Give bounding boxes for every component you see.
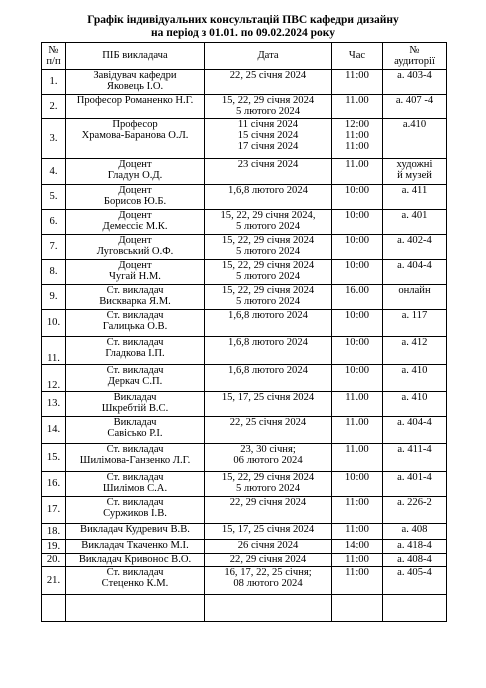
consultation-date-line: 1,6,8 лютого 2024 <box>228 337 308 348</box>
header-name: ПІБ викладача <box>66 43 205 70</box>
row-number: 15. <box>42 444 66 472</box>
teacher-name-line: Демессіє М.К. <box>102 221 168 233</box>
room-number <box>383 337 447 365</box>
room-number <box>383 235 447 260</box>
teacher-name-line: Викладач Кривонос В.О. <box>78 554 192 565</box>
room-number <box>383 554 447 567</box>
room-number <box>383 119 447 159</box>
room-number-line: а. 411 <box>401 185 428 196</box>
title-line-2: на період з 01.01. по 09.02.2024 року <box>150 27 336 39</box>
row-number: 16. <box>42 472 66 497</box>
teacher-name-line: Професор <box>112 119 158 130</box>
teacher-name-line: Шилімов С.А. <box>102 483 168 495</box>
teacher-name <box>66 554 205 567</box>
consultation-time-line: 12:00 <box>344 119 370 130</box>
room-number <box>383 417 447 444</box>
header-time: Час <box>332 43 383 70</box>
table-row <box>42 159 447 185</box>
teacher-name-line: Луговський О.Ф. <box>96 246 174 258</box>
consultation-date-line: 15, 22, 29 січня 2024 <box>221 95 315 106</box>
consultation-time <box>332 260 383 285</box>
room-number <box>383 540 447 554</box>
row-number: 14. <box>42 417 66 444</box>
consultation-date <box>205 554 332 567</box>
room-number-line: а. 412 <box>401 337 428 348</box>
consultation-date <box>205 185 332 210</box>
header-room: № аудиторії <box>383 43 447 70</box>
teacher-name-line: Шилімова-Ганзенко Л.Г. <box>79 455 191 467</box>
teacher-name-line: Чугай Н.М. <box>109 271 161 283</box>
consultation-date-line: 5 лютого 2024 <box>235 246 300 258</box>
consultation-date-line: 15, 22, 29 січня 2024 <box>221 472 315 483</box>
consultation-date-line: 15, 22, 29 січня 2024 <box>221 285 315 296</box>
consultation-date <box>205 70 332 95</box>
consultation-date <box>205 567 332 595</box>
consultation-date <box>205 497 332 524</box>
teacher-name <box>66 159 205 185</box>
consultation-date-line: 15, 22, 29 січня 2024 <box>221 235 315 246</box>
room-number-line: а.410 <box>402 119 427 130</box>
consultation-time <box>332 392 383 417</box>
consultation-time-line: 11:00 <box>345 524 369 535</box>
consultation-date <box>205 365 332 392</box>
consultation-date <box>205 285 332 310</box>
row-number: 6. <box>42 210 66 235</box>
teacher-name <box>66 210 205 235</box>
row-number: 7. <box>42 235 66 260</box>
teacher-name-line: Доцент <box>118 185 152 196</box>
table-row <box>42 95 447 119</box>
teacher-name-line: Доцент <box>118 159 152 170</box>
consultation-time <box>332 119 383 159</box>
teacher-name-line: Ст. викладач <box>106 472 164 483</box>
consultation-date-line: 5 лютого 2024 <box>235 271 300 283</box>
table-row <box>42 392 447 417</box>
header-date: Дата <box>205 43 332 70</box>
row-number: 4. <box>42 159 66 185</box>
teacher-name <box>66 185 205 210</box>
table-body <box>42 70 447 622</box>
row-number: 10. <box>42 310 66 337</box>
consultation-time <box>332 567 383 595</box>
room-number <box>383 159 447 185</box>
row-number: 2. <box>42 95 66 119</box>
header-num: № п/п <box>42 43 66 70</box>
consultation-time-line: 10:00 <box>344 310 370 321</box>
teacher-name <box>66 337 205 365</box>
empty-cell <box>332 595 383 622</box>
teacher-name-line: Доцент <box>118 235 152 246</box>
consultation-time <box>332 159 383 185</box>
consultation-date <box>205 95 332 119</box>
room-number <box>383 70 447 95</box>
consultation-date-line: 15, 17, 25 січня 2024 <box>221 392 315 403</box>
row-number: 13. <box>42 392 66 417</box>
row-number: 3. <box>42 119 66 159</box>
consultation-time <box>332 365 383 392</box>
teacher-name <box>66 524 205 540</box>
consultation-time-line: 11:00 <box>345 70 369 81</box>
consultation-date-line: 15, 22, 29 січня 2024, <box>220 210 316 221</box>
room-number <box>383 472 447 497</box>
consultation-time <box>332 285 383 310</box>
teacher-name <box>66 540 205 554</box>
room-number <box>383 210 447 235</box>
teacher-name-line: Ст. викладач <box>106 310 164 321</box>
room-number-line: а. 418-4 <box>397 540 432 551</box>
room-number <box>383 392 447 417</box>
consultation-date-line: 5 лютого 2024 <box>235 483 300 495</box>
room-number-line: а. 403-4 <box>397 70 432 81</box>
table-row-empty <box>42 595 447 622</box>
teacher-name-line: Викладач Ткаченко М.І. <box>81 540 189 551</box>
consultation-time-line: 11:00 <box>345 554 369 565</box>
consultation-date-line: 23 січня 2024 <box>237 159 299 170</box>
consultation-date-line: 15 січня 2024 <box>237 130 299 142</box>
room-number-line: а. 402-4 <box>397 235 432 246</box>
consultation-time-line: 11:00 <box>345 141 369 153</box>
document-title <box>0 14 486 40</box>
row-number: 11. <box>42 337 66 365</box>
table-row <box>42 444 447 472</box>
consultation-date-line: 16, 17, 22, 25 січня; <box>224 567 312 578</box>
row-number: 19. <box>42 540 66 554</box>
room-number-line: а. 404-4 <box>397 417 432 428</box>
consultation-date <box>205 392 332 417</box>
teacher-name-line: Ст. викладач <box>106 337 164 348</box>
row-number: 5. <box>42 185 66 210</box>
teacher-name-line: Вискварка Я.М. <box>99 296 171 308</box>
consultation-date <box>205 444 332 472</box>
consultation-date <box>205 310 332 337</box>
consultation-time-line: 10:00 <box>344 185 370 196</box>
teacher-name-line: Гладкова І.П. <box>105 348 165 360</box>
room-number-line: а. 401 <box>401 210 428 221</box>
consultation-date-line: 22, 29 січня 2024 <box>229 554 307 565</box>
consultation-time-line: 11:00 <box>345 567 369 578</box>
consultation-time-line: 10:00 <box>344 210 370 221</box>
teacher-name-line: Ст. викладач <box>106 444 164 455</box>
consultation-time <box>332 524 383 540</box>
teacher-name <box>66 567 205 595</box>
table-row <box>42 554 447 567</box>
row-number: 21. <box>42 567 66 595</box>
consultation-date-line: 17 січня 2024 <box>237 141 299 153</box>
consultation-date <box>205 119 332 159</box>
table-row <box>42 285 447 310</box>
consultation-date-line: 5 лютого 2024 <box>235 296 300 308</box>
table-row <box>42 417 447 444</box>
table-row <box>42 185 447 210</box>
teacher-name-line: Доцент <box>118 260 152 271</box>
teacher-name <box>66 95 205 119</box>
consultation-date <box>205 235 332 260</box>
teacher-name-line: Доцент <box>118 210 152 221</box>
room-number-line: а. 405-4 <box>397 567 432 578</box>
consultation-time <box>332 497 383 524</box>
room-number <box>383 95 447 119</box>
consultation-time-line: 11:00 <box>345 497 369 508</box>
consultation-date-line: 5 лютого 2024 <box>235 106 300 118</box>
consultation-time <box>332 70 383 95</box>
consultation-time <box>332 185 383 210</box>
teacher-name <box>66 472 205 497</box>
room-number <box>383 444 447 472</box>
consultation-date <box>205 524 332 540</box>
consultation-date-line: 22, 29 січня 2024 <box>229 497 307 508</box>
teacher-name-line: Ст. викладач <box>106 497 164 508</box>
room-number-line: а. 117 <box>401 310 428 321</box>
teacher-name <box>66 285 205 310</box>
consultation-date-line: 22, 25 січня 2024 <box>229 70 307 81</box>
consultation-time <box>332 417 383 444</box>
teacher-name <box>66 235 205 260</box>
consultation-time-line: 10:00 <box>344 365 370 376</box>
consultation-time-line: 10:00 <box>344 235 370 246</box>
table-header-row <box>42 43 447 70</box>
teacher-name-line: Викладач Кудревич В.В. <box>80 524 190 535</box>
teacher-name-line: Савісько Р.І. <box>107 428 163 440</box>
room-number-line: а. 226-2 <box>397 497 432 508</box>
table-row <box>42 524 447 540</box>
consultation-time-line: 11.00 <box>345 417 369 428</box>
room-number-line: а. 410 <box>401 392 428 403</box>
room-number-line: онлайн <box>398 285 431 296</box>
room-number-line: й музей <box>397 170 432 182</box>
table-row <box>42 310 447 337</box>
room-number <box>383 185 447 210</box>
table-row <box>42 235 447 260</box>
empty-cell <box>205 595 332 622</box>
table-row <box>42 567 447 595</box>
teacher-name-line: Гладун О.Д. <box>107 170 163 182</box>
consultation-time-line: 10:00 <box>344 337 370 348</box>
teacher-name-line: Стеценко К.М. <box>101 578 169 590</box>
room-number-line: а. 404-4 <box>397 260 432 271</box>
consultation-date-line: 06 лютого 2024 <box>233 455 303 467</box>
row-number: 20. <box>42 554 66 567</box>
table-row <box>42 70 447 95</box>
table-row <box>42 540 447 554</box>
consultation-time <box>332 95 383 119</box>
consultation-time-line: 11.00 <box>345 392 369 403</box>
room-number-line: а. 411-4 <box>397 444 432 455</box>
teacher-name-line: Шкребтій В.С. <box>101 403 169 415</box>
consultation-date-line: 1,6,8 лютого 2024 <box>228 365 308 376</box>
room-number <box>383 310 447 337</box>
table-row <box>42 365 447 392</box>
table-row <box>42 472 447 497</box>
empty-cell <box>383 595 447 622</box>
consultation-date-line: 23, 30 січня; <box>240 444 296 455</box>
consultation-date-line: 1,6,8 лютого 2024 <box>228 185 308 196</box>
room-number-line: художні <box>396 159 433 170</box>
teacher-name-line: Ст. викладач <box>106 365 164 376</box>
room-number <box>383 365 447 392</box>
consultation-date-line: 26 січня 2024 <box>237 540 299 551</box>
consultation-time <box>332 337 383 365</box>
row-number: 1. <box>42 70 66 95</box>
teacher-name-line: Викладач <box>113 392 157 403</box>
row-number: 12. <box>42 365 66 392</box>
empty-cell <box>42 595 66 622</box>
consultation-date-line: 1,6,8 лютого 2024 <box>228 310 308 321</box>
consultation-time <box>332 310 383 337</box>
consultation-date-line: 5 лютого 2024 <box>235 221 300 233</box>
consultation-date <box>205 417 332 444</box>
teacher-name-line: Храмова-Баранова О.Л. <box>81 130 189 142</box>
teacher-name-line: Борисов Ю.Б. <box>103 196 167 208</box>
room-number <box>383 524 447 540</box>
room-number-line: а. 408-4 <box>397 554 432 565</box>
empty-cell <box>66 595 205 622</box>
teacher-name-line: Викладач <box>113 417 157 428</box>
room-number-line: а. 408 <box>401 524 428 535</box>
teacher-name <box>66 310 205 337</box>
row-number: 17. <box>42 497 66 524</box>
room-number-line: а. 401-4 <box>397 472 432 483</box>
teacher-name-line: Галицька О.В. <box>102 321 168 333</box>
consultation-time-line: 11:00 <box>345 130 369 142</box>
teacher-name-line: Суржиков І.В. <box>103 508 167 520</box>
consultation-time-line: 11.00 <box>345 159 369 170</box>
consultation-time <box>332 235 383 260</box>
consultation-date-line: 15, 17, 25 січня 2024 <box>221 524 315 535</box>
consultation-date-line: 15, 22, 29 січня 2024 <box>221 260 315 271</box>
teacher-name-line: Ст. викладач <box>106 285 164 296</box>
table-row <box>42 119 447 159</box>
teacher-name <box>66 119 205 159</box>
consultation-date <box>205 260 332 285</box>
teacher-name <box>66 260 205 285</box>
teacher-name-line: Професор Романенко Н.Г. <box>76 95 194 106</box>
row-number: 8. <box>42 260 66 285</box>
table-row <box>42 497 447 524</box>
consultation-time-line: 14:00 <box>344 540 370 551</box>
room-number <box>383 260 447 285</box>
row-number: 9. <box>42 285 66 310</box>
teacher-name <box>66 365 205 392</box>
teacher-name-line: Завідувач кафедри <box>93 70 177 81</box>
consultation-time-line: 10:00 <box>344 260 370 271</box>
room-number <box>383 567 447 595</box>
title-line-1: Графік індивідуальних консультацій ПВС кафедри дизайну <box>87 14 399 26</box>
teacher-name <box>66 70 205 95</box>
consultation-date <box>205 210 332 235</box>
consultation-date-line: 08 лютого 2024 <box>233 578 303 590</box>
room-number <box>383 497 447 524</box>
consultation-date <box>205 337 332 365</box>
consultation-time <box>332 540 383 554</box>
consultation-time <box>332 554 383 567</box>
row-number: 18. <box>42 524 66 540</box>
consultation-date <box>205 540 332 554</box>
consultation-time-line: 16.00 <box>345 285 369 296</box>
consultation-time <box>332 210 383 235</box>
consultation-time <box>332 472 383 497</box>
room-number <box>383 285 447 310</box>
consultation-schedule-table <box>41 42 447 622</box>
teacher-name-line: Деркач С.П. <box>107 376 163 388</box>
teacher-name-line: Яковець І.О. <box>106 81 164 93</box>
consultation-date <box>205 472 332 497</box>
consultation-time-line: 11.00 <box>345 444 369 455</box>
consultation-time-line: 10:00 <box>344 472 370 483</box>
table-row <box>42 210 447 235</box>
room-number-line: а. 407 -4 <box>395 95 434 106</box>
teacher-name <box>66 444 205 472</box>
consultation-date <box>205 159 332 185</box>
consultation-date-line: 22, 25 січня 2024 <box>229 417 307 428</box>
teacher-name <box>66 392 205 417</box>
teacher-name-line: Ст. викладач <box>106 567 164 578</box>
consultation-date-line: 11 січня 2024 <box>237 119 299 130</box>
table-row <box>42 337 447 365</box>
teacher-name <box>66 417 205 444</box>
consultation-time-line: 11.00 <box>345 95 369 106</box>
consultation-time <box>332 444 383 472</box>
room-number-line: а. 410 <box>401 365 428 376</box>
table-row <box>42 260 447 285</box>
teacher-name <box>66 497 205 524</box>
